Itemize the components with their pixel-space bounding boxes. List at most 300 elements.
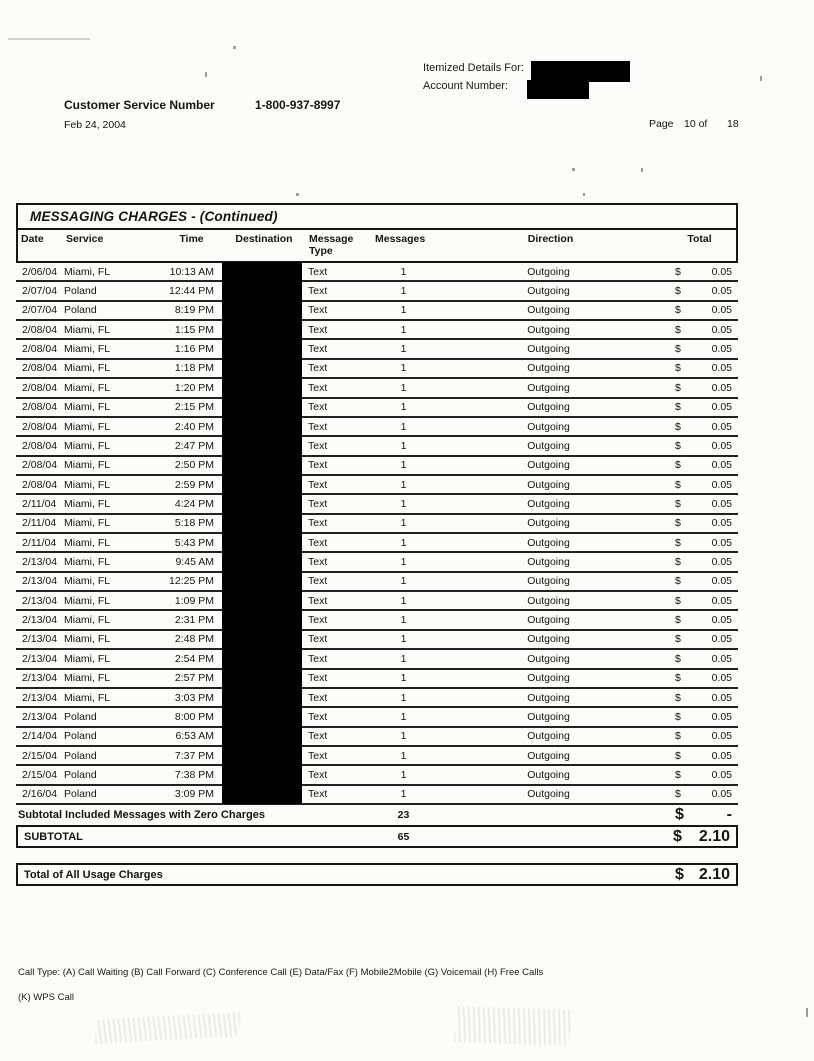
cell-direction: Outgoing — [527, 788, 570, 801]
cell-service: Miami, FL — [64, 478, 111, 491]
currency-sign: $ — [675, 672, 681, 685]
cell-total — [661, 459, 738, 471]
cell-message-type: Text — [308, 478, 328, 491]
cell-message-type: Text — [308, 285, 328, 298]
cell-message-type: Text — [308, 556, 328, 569]
cell-message-type: Text — [308, 439, 328, 452]
cell-total — [661, 324, 738, 336]
table-row — [16, 360, 738, 379]
cell-service: Miami, FL — [64, 536, 111, 549]
table-title: MESSAGING CHARGES - (Continued) — [18, 205, 736, 230]
cell-time: 2:15 PM — [174, 401, 214, 414]
messaging-charges-table-header-box — [16, 203, 738, 263]
subtotal-label: SUBTOTAL — [24, 830, 83, 843]
cell-messages: 1 — [400, 633, 407, 646]
cell-service: Miami, FL — [64, 575, 111, 588]
cell-time: 2:47 PM — [174, 439, 214, 452]
cell-date: 2/13/04 — [22, 575, 58, 588]
currency-sign: $ — [675, 323, 681, 336]
cell-direction: Outgoing — [527, 478, 570, 491]
cell-service: Poland — [64, 788, 97, 801]
cell-date: 2/08/04 — [22, 343, 58, 356]
cell-message-type: Text — [308, 710, 328, 723]
customer-service-number: 1-800-937-8997 — [255, 98, 341, 112]
amount: 0.05 — [711, 420, 732, 433]
amount: 0.05 — [711, 749, 732, 762]
currency-sign: $ — [675, 633, 681, 646]
grand-total-row — [16, 863, 738, 886]
currency-sign: $ — [675, 401, 681, 414]
itemized-details-label: Itemized Details For: — [423, 62, 524, 74]
cell-messages: 1 — [400, 497, 407, 510]
scan-speck — [806, 1008, 808, 1017]
scan-speck — [205, 72, 207, 77]
cell-direction: Outgoing — [527, 633, 570, 646]
table-column-headers — [18, 230, 736, 261]
page-current: 10 of — [684, 118, 708, 130]
amount: 0.05 — [711, 691, 732, 704]
cell-messages: 1 — [400, 517, 407, 530]
cell-message-type: Text — [308, 749, 328, 762]
cell-messages: 1 — [400, 749, 407, 762]
cell-date: 2/15/04 — [22, 749, 58, 762]
amount: 0.05 — [711, 381, 732, 394]
amount: 0.05 — [711, 730, 732, 743]
currency-sign: $ — [675, 381, 681, 394]
cell-time: 2:31 PM — [174, 614, 214, 627]
table-row — [16, 631, 738, 650]
currency-sign: $ — [675, 517, 681, 530]
table-row — [16, 515, 738, 534]
amount: 0.05 — [711, 633, 732, 646]
cell-time: 10:13 AM — [169, 265, 214, 278]
cell-date: 2/13/04 — [22, 691, 58, 704]
currency-sign: $ — [675, 536, 681, 549]
cell-total — [661, 401, 738, 413]
cell-direction: Outgoing — [527, 536, 570, 549]
cell-messages: 1 — [400, 768, 407, 781]
cell-total — [661, 343, 738, 355]
cell-direction: Outgoing — [527, 556, 570, 569]
cell-date: 2/08/04 — [22, 478, 58, 491]
cell-service: Miami, FL — [64, 265, 111, 278]
cell-messages: 1 — [400, 285, 407, 298]
cell-direction: Outgoing — [527, 304, 570, 317]
table-row — [16, 592, 738, 611]
amount: 0.05 — [711, 497, 732, 510]
cell-service: Miami, FL — [64, 556, 111, 569]
currency-sign: $ — [675, 459, 681, 472]
cell-date: 2/08/04 — [22, 323, 58, 336]
cell-total — [661, 285, 738, 297]
table-row — [16, 321, 738, 340]
cell-direction: Outgoing — [527, 323, 570, 336]
page-label: Page — [649, 118, 674, 130]
cell-direction: Outgoing — [527, 459, 570, 472]
customer-service-label: Customer Service Number — [64, 98, 215, 112]
cell-messages: 1 — [400, 672, 407, 685]
cell-message-type: Text — [308, 362, 328, 375]
table-row — [16, 437, 738, 456]
table-row — [16, 263, 738, 282]
cell-total — [661, 711, 738, 723]
cell-service: Miami, FL — [64, 459, 111, 472]
col-header-direction: Direction — [527, 233, 574, 245]
cell-direction: Outgoing — [527, 710, 570, 723]
cell-message-type: Text — [308, 420, 328, 433]
cell-total — [661, 653, 738, 665]
cell-time: 2:59 PM — [174, 478, 214, 491]
cell-service: Miami, FL — [64, 517, 111, 530]
cell-direction: Outgoing — [527, 265, 570, 278]
scan-smudge — [454, 1006, 570, 1046]
amount: 0.05 — [711, 285, 732, 298]
cell-date: 2/08/04 — [22, 381, 58, 394]
cell-date: 2/08/04 — [22, 439, 58, 452]
cell-service: Poland — [64, 749, 97, 762]
amount: 0.05 — [711, 672, 732, 685]
cell-service: Poland — [64, 304, 97, 317]
table-row — [16, 476, 738, 495]
cell-direction: Outgoing — [527, 691, 570, 704]
cell-total — [661, 421, 738, 433]
cell-date: 2/13/04 — [22, 633, 58, 646]
amount: 0.05 — [711, 401, 732, 414]
amount: 0.05 — [711, 265, 732, 278]
cell-total — [661, 556, 738, 568]
cell-messages: 1 — [400, 439, 407, 452]
cell-messages: 1 — [400, 652, 407, 665]
zero-charges-label: Subtotal Included Messages with Zero Charges — [18, 809, 265, 821]
wps-call-note: (K) WPS Call — [18, 992, 74, 1003]
table-row — [16, 302, 738, 321]
cell-time: 7:37 PM — [174, 749, 214, 762]
zero-charges-total — [661, 806, 738, 824]
table-row — [16, 650, 738, 669]
currency-sign: $ — [675, 343, 681, 356]
cell-message-type: Text — [308, 614, 328, 627]
cell-date: 2/13/04 — [22, 556, 58, 569]
cell-messages: 1 — [400, 459, 407, 472]
col-header-time: Time — [179, 233, 204, 245]
cell-time: 12:44 PM — [169, 285, 214, 298]
scan-speck — [296, 193, 299, 196]
cell-service: Miami, FL — [64, 420, 111, 433]
cell-date: 2/13/04 — [22, 614, 58, 627]
amount: 2.10 — [698, 865, 730, 883]
destination-redaction — [222, 262, 302, 804]
amount: 0.05 — [711, 614, 732, 627]
zero-charges-row — [16, 805, 738, 825]
cell-direction: Outgoing — [527, 497, 570, 510]
currency-sign: $ — [675, 768, 681, 781]
cell-messages: 1 — [400, 710, 407, 723]
cell-messages: 1 — [400, 362, 407, 375]
currency-sign: $ — [675, 420, 681, 433]
cell-date: 2/15/04 — [22, 768, 58, 781]
cell-direction: Outgoing — [527, 343, 570, 356]
cell-messages: 1 — [400, 478, 407, 491]
table-row — [16, 282, 738, 301]
cell-message-type: Text — [308, 304, 328, 317]
cell-service: Miami, FL — [64, 381, 111, 394]
scan-speck — [760, 76, 762, 81]
table-row — [16, 708, 738, 727]
cell-message-type: Text — [308, 459, 328, 472]
cell-service: Miami, FL — [64, 497, 111, 510]
cell-service: Poland — [64, 768, 97, 781]
cell-date: 2/14/04 — [22, 730, 58, 743]
currency-sign: $ — [675, 730, 681, 743]
cell-messages: 1 — [400, 401, 407, 414]
cell-messages: 1 — [400, 691, 407, 704]
amount: 0.05 — [711, 459, 732, 472]
amount: 0.05 — [711, 710, 732, 723]
cell-time: 1:15 PM — [174, 323, 214, 336]
cell-date: 2/07/04 — [22, 285, 58, 298]
currency-sign: $ — [675, 749, 681, 762]
cell-time: 2:57 PM — [174, 672, 214, 685]
amount: - — [726, 806, 732, 823]
currency-sign: $ — [675, 614, 681, 627]
cell-direction: Outgoing — [527, 768, 570, 781]
amount: 0.05 — [711, 343, 732, 356]
col-header-service: Service — [66, 233, 104, 245]
cell-total — [661, 614, 738, 626]
table-row — [16, 495, 738, 514]
currency-sign: $ — [675, 478, 681, 491]
page-total: 18 — [727, 118, 739, 130]
cell-service: Miami, FL — [64, 439, 111, 452]
cell-total — [661, 750, 738, 762]
table-row — [16, 747, 738, 766]
cell-message-type: Text — [308, 575, 328, 588]
currency-sign: $ — [675, 439, 681, 452]
amount: 0.05 — [711, 768, 732, 781]
currency-sign: $ — [675, 265, 681, 278]
cell-message-type: Text — [308, 768, 328, 781]
table-row — [16, 670, 738, 689]
cell-service: Miami, FL — [64, 594, 111, 607]
cell-direction: Outgoing — [527, 420, 570, 433]
cell-total — [661, 730, 738, 742]
cell-time: 5:43 PM — [174, 536, 214, 549]
cell-messages: 1 — [400, 304, 407, 317]
table-row — [16, 786, 738, 805]
cell-date: 2/13/04 — [22, 672, 58, 685]
cell-date: 2/11/04 — [22, 517, 57, 530]
cell-message-type: Text — [308, 323, 328, 336]
statement-date: Feb 24, 2004 — [64, 119, 126, 131]
cell-service: Miami, FL — [64, 633, 111, 646]
cell-message-type: Text — [308, 691, 328, 704]
messaging-table-body — [16, 263, 738, 805]
cell-direction: Outgoing — [527, 594, 570, 607]
cell-total — [661, 537, 738, 549]
cell-total — [661, 633, 738, 645]
cell-service: Miami, FL — [64, 672, 111, 685]
cell-time: 1:18 PM — [174, 362, 214, 375]
cell-date: 2/08/04 — [22, 401, 58, 414]
cell-message-type: Text — [308, 401, 328, 414]
cell-total — [661, 672, 738, 684]
subtotal-total — [659, 828, 736, 846]
cell-direction: Outgoing — [527, 381, 570, 394]
cell-messages: 1 — [400, 614, 407, 627]
cell-time: 6:53 AM — [175, 730, 214, 743]
cell-time: 7:38 PM — [174, 768, 214, 781]
cell-total — [661, 595, 738, 607]
table-row — [16, 534, 738, 553]
currency-sign: $ — [675, 806, 684, 823]
amount: 0.05 — [711, 652, 732, 665]
cell-time: 8:19 PM — [174, 304, 214, 317]
cell-total — [661, 479, 738, 491]
cell-date: 2/08/04 — [22, 459, 58, 472]
cell-messages: 1 — [400, 323, 407, 336]
cell-time: 2:50 PM — [174, 459, 214, 472]
cell-message-type: Text — [308, 788, 328, 801]
cell-time: 12:25 PM — [169, 575, 214, 588]
table-row — [16, 457, 738, 476]
col-header-total: Total — [687, 233, 712, 245]
cell-messages: 1 — [400, 594, 407, 607]
cell-message-type: Text — [308, 652, 328, 665]
cell-date: 2/13/04 — [22, 710, 58, 723]
col-header-message-type: Message Type — [309, 233, 354, 257]
cell-time: 1:20 PM — [174, 381, 214, 394]
cell-date: 2/11/04 — [22, 536, 57, 549]
scan-speck — [583, 193, 585, 196]
currency-sign: $ — [675, 362, 681, 375]
cell-time: 2:54 PM — [174, 652, 214, 665]
cell-message-type: Text — [308, 672, 328, 685]
redaction-itemized-value — [531, 61, 630, 82]
cell-message-type: Text — [308, 497, 328, 510]
currency-sign: $ — [675, 788, 681, 801]
table-row — [16, 766, 738, 785]
cell-direction: Outgoing — [527, 614, 570, 627]
cell-service: Miami, FL — [64, 362, 111, 375]
col-header-date: Date — [21, 233, 44, 245]
cell-messages: 1 — [400, 536, 407, 549]
cell-direction: Outgoing — [527, 439, 570, 452]
amount: 0.05 — [711, 439, 732, 452]
cell-time: 5:18 PM — [174, 517, 214, 530]
cell-message-type: Text — [308, 594, 328, 607]
cell-total — [661, 304, 738, 316]
cell-message-type: Text — [308, 536, 328, 549]
currency-sign: $ — [675, 710, 681, 723]
cell-total — [661, 692, 738, 704]
currency-sign: $ — [675, 556, 681, 569]
cell-service: Poland — [64, 285, 97, 298]
table-row — [16, 379, 738, 398]
currency-sign: $ — [675, 691, 681, 704]
subtotal-messages: 65 — [397, 830, 410, 843]
cell-total — [661, 517, 738, 529]
cell-messages: 1 — [400, 381, 407, 394]
redaction-account-value — [527, 80, 589, 99]
cell-service: Miami, FL — [64, 323, 111, 336]
cell-service: Miami, FL — [64, 401, 111, 414]
cell-message-type: Text — [308, 517, 328, 530]
scan-speck — [572, 168, 575, 171]
cell-message-type: Text — [308, 381, 328, 394]
currency-sign: $ — [675, 594, 681, 607]
currency-sign: $ — [675, 304, 681, 317]
cell-direction: Outgoing — [527, 401, 570, 414]
cell-time: 3:09 PM — [174, 788, 214, 801]
cell-date: 2/08/04 — [22, 420, 58, 433]
currency-sign: $ — [675, 865, 684, 883]
cell-service: Miami, FL — [64, 691, 111, 704]
amount: 0.05 — [711, 517, 732, 530]
amount: 0.05 — [711, 478, 732, 491]
cell-time: 2:48 PM — [174, 633, 214, 646]
cell-direction: Outgoing — [527, 517, 570, 530]
cell-date: 2/13/04 — [22, 594, 58, 607]
cell-messages: 1 — [400, 343, 407, 356]
cell-date: 2/08/04 — [22, 362, 58, 375]
amount: 0.05 — [711, 575, 732, 588]
currency-sign: $ — [675, 497, 681, 510]
cell-message-type: Text — [308, 730, 328, 743]
cell-direction: Outgoing — [527, 285, 570, 298]
cell-date: 2/16/04 — [22, 788, 58, 801]
amount: 0.05 — [711, 536, 732, 549]
cell-message-type: Text — [308, 633, 328, 646]
cell-service: Miami, FL — [64, 614, 111, 627]
table-row — [16, 573, 738, 592]
cell-date: 2/06/04 — [22, 265, 58, 278]
table-row — [16, 689, 738, 708]
cell-time: 4:24 PM — [174, 497, 214, 510]
cell-direction: Outgoing — [527, 672, 570, 685]
cell-message-type: Text — [308, 343, 328, 356]
subtotal-row — [16, 825, 738, 848]
cell-time: 9:45 AM — [175, 556, 214, 569]
cell-total — [661, 769, 738, 781]
scan-smudge — [94, 1012, 240, 1044]
table-row — [16, 553, 738, 572]
currency-sign: $ — [675, 285, 681, 298]
grand-total-label: Total of All Usage Charges — [24, 868, 163, 881]
scan-artifact-line — [8, 38, 90, 40]
cell-total — [661, 362, 738, 374]
cell-message-type: Text — [308, 265, 328, 278]
cell-total — [661, 575, 738, 587]
amount: 0.05 — [711, 323, 732, 336]
table-row — [16, 418, 738, 437]
cell-messages: 1 — [400, 420, 407, 433]
amount: 2.10 — [698, 827, 730, 845]
cell-messages: 1 — [400, 730, 407, 743]
col-header-destination: Destination — [235, 233, 293, 245]
cell-date: 2/13/04 — [22, 652, 58, 665]
cell-direction: Outgoing — [527, 652, 570, 665]
cell-time: 8:00 PM — [174, 710, 214, 723]
cell-time: 1:09 PM — [174, 594, 214, 607]
call-type-legend: Call Type: (A) Call Waiting (B) Call Forward (C) Conference Call (E) Data/Fax (F) Mobile2Mobile (G) Voicemail (H) Free Calls — [18, 967, 544, 978]
amount: 0.05 — [711, 304, 732, 317]
cell-messages: 1 — [400, 788, 407, 801]
table-row — [16, 611, 738, 630]
cell-time: 3:03 PM — [174, 691, 214, 704]
amount: 0.05 — [711, 362, 732, 375]
cell-messages: 1 — [400, 556, 407, 569]
cell-total — [661, 440, 738, 452]
